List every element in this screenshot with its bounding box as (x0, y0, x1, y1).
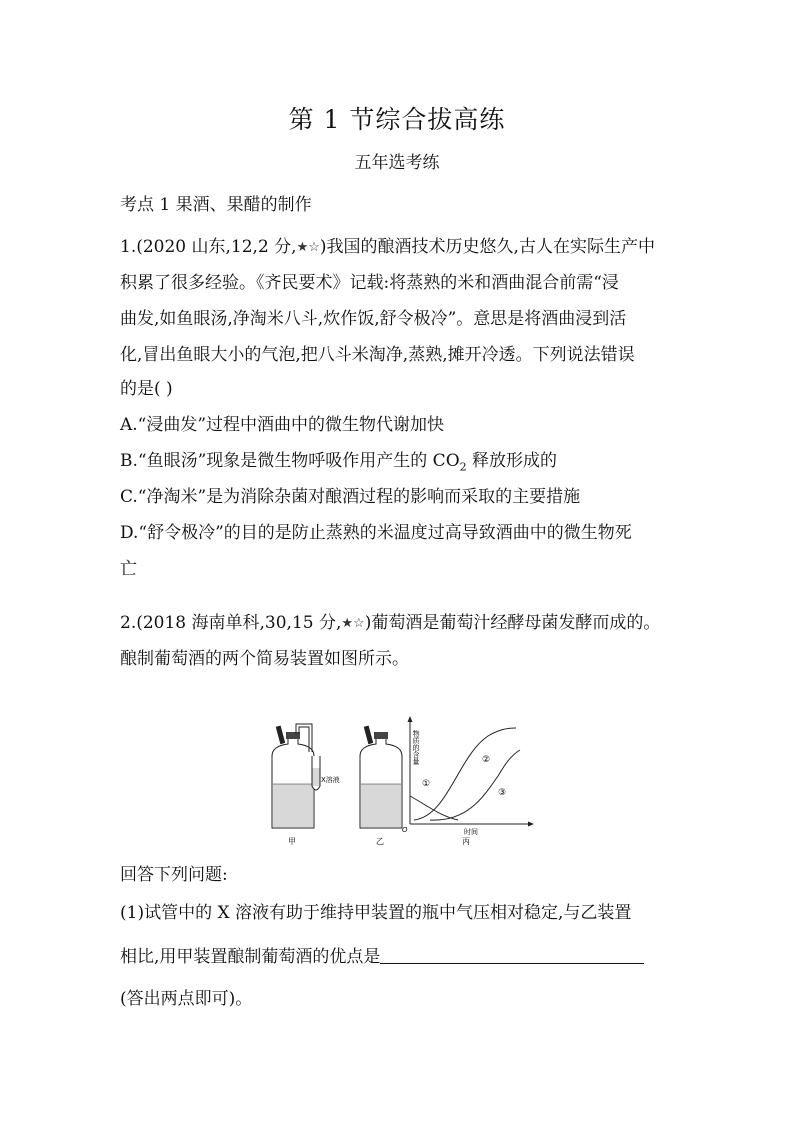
section-heading: 考点 1 果酒、果醋的制作 (120, 195, 312, 215)
curve-2 (414, 728, 516, 820)
q2-sub1-text: 相比,用甲装置酿制葡萄酒的优点是 (120, 947, 381, 967)
q1-line-4: 化,冒出鱼眼大小的气泡,把八斗米淘净,蒸熟,摊开冷透。下列说法错误 (120, 345, 635, 365)
q1-option-d-line-2: 亡 (120, 559, 137, 579)
q2-stem-start: )葡萄酒是葡萄汁经酵母菌发酵而成的。 (364, 613, 661, 633)
graph-bing (402, 716, 534, 846)
device-yi (360, 726, 402, 846)
origin-label: O (402, 826, 408, 834)
label-yi: 乙 (376, 837, 384, 846)
x-solution-label: X溶液 (321, 776, 340, 784)
q1-option-b-sub: 2 (459, 460, 467, 474)
q1-source: 1.(2020 山东,12,2 分, (120, 237, 297, 257)
liquid-jia (273, 784, 313, 827)
q2-answer-prompt: 回答下列问题: (120, 865, 228, 885)
apparatus-figure (258, 716, 546, 848)
page-subtitle: 五年选考练 (354, 153, 440, 173)
q1-line-1 (120, 232, 655, 257)
q1-line-5: 的是( ) (120, 379, 173, 399)
q1-option-a: A.“浸曲发”过程中酒曲中的微生物代谢加快 (120, 415, 445, 435)
q1-option-d-line-1: D.“舒令极冷”的目的是防止蒸熟的米温度过高导致酒曲中的微生物死 (120, 523, 632, 543)
label-bing: 丙 (462, 837, 470, 846)
q2-sub1-line-3: (答出两点即可)。 (120, 989, 253, 1009)
q2-sub1-line-1: (1)试管中的 X 溶液有助于维持甲装置的瓶中气压相对稳定,与乙装置 (120, 903, 632, 923)
curve-2-label: ② (482, 755, 491, 765)
star-difficulty-icon: ★☆ (296, 240, 320, 255)
page-title: 第 1 节综合拔高练 (288, 105, 506, 134)
q2-line-2: 酿制葡萄酒的两个简易装置如图所示。 (120, 649, 409, 669)
q1-option-c: C.“净淘米”是为消除杂菌对酿酒过程的影响而采取的主要措施 (120, 487, 581, 507)
q1-option-b-text: B.“鱼眼汤”现象是微生物呼吸作用产生的 CO (120, 451, 460, 471)
curve-1 (410, 796, 458, 820)
q1-option-b-end: 释放形成的 (466, 451, 558, 471)
answer-blank[interactable] (380, 947, 644, 964)
q1-stem-start: )我国的酿酒技术历史悠久,古人在实际生产中 (319, 237, 655, 257)
star-difficulty-icon: ★☆ (341, 616, 365, 631)
curve-3 (430, 750, 520, 820)
q2-line-1 (120, 608, 660, 633)
q1-line-2: 积累了很多经验。《齐民要术》记载:将蒸熟的米和酒曲混合前需“浸 (120, 273, 619, 293)
q2-sub1-line-2 (120, 942, 644, 967)
liquid-yi (361, 784, 401, 827)
y-axis-label: 物质的含量 (412, 730, 420, 765)
label-jia: 甲 (288, 837, 296, 846)
q2-source: 2.(2018 海南单科,30,15 分, (120, 613, 342, 633)
device-jia (272, 724, 340, 846)
curve-1-label: ① (422, 779, 431, 789)
q1-option-b (120, 446, 557, 473)
curve-3-label: ③ (498, 788, 507, 798)
x-axis-label: 时间 (464, 828, 478, 836)
q1-line-3: 曲发,如鱼眼汤,净淘米八斗,炊作饭,舒令极冷”。意思是将酒曲浸到活 (120, 309, 627, 329)
